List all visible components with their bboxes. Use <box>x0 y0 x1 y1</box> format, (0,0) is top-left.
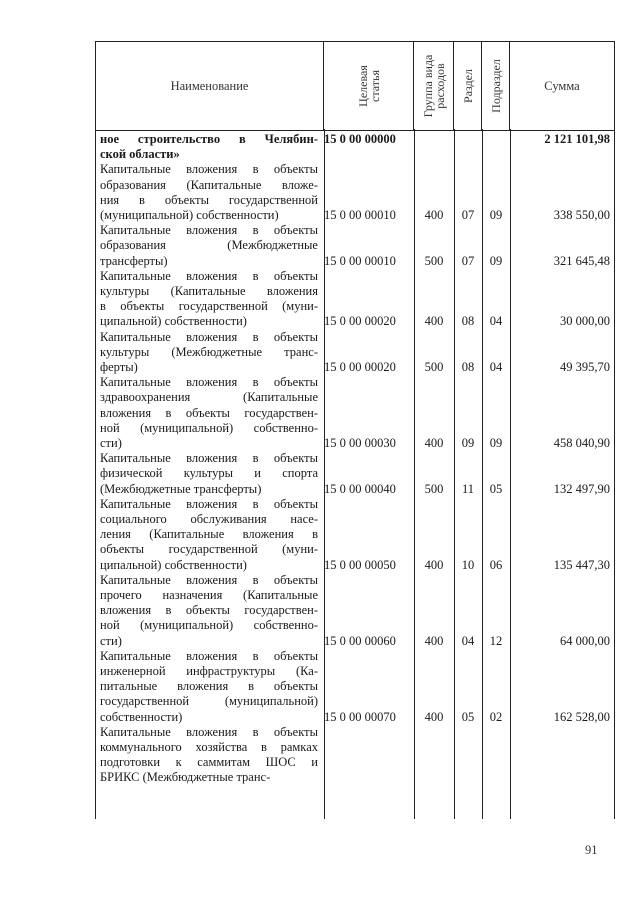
row-name-line: образования (Межбюджетные <box>100 238 318 253</box>
row-group: 500 <box>424 360 444 374</box>
row-section: 08 <box>461 360 475 374</box>
row-target-code: 15 0 00 00050 <box>324 557 396 572</box>
row-name <box>100 269 318 330</box>
row-name-line: культуры (Межбюджетные транс- <box>100 344 318 359</box>
row-subsection: 04 <box>489 360 503 374</box>
row-target-code: 15 0 00 00030 <box>324 436 396 450</box>
row-name-line: ное строительство в Челябин- <box>100 132 318 146</box>
row-group: 400 <box>424 436 444 450</box>
row-name-line: БРИКС (Межбюджетные транс- <box>100 770 271 785</box>
row-name <box>100 162 318 223</box>
row-name-line: культуры (Капитальные вложения <box>100 284 318 298</box>
row-target-code: 15 0 00 00060 <box>324 633 396 648</box>
row-group: 400 <box>424 557 444 572</box>
row-name-line: ной (муниципальной) собственно- <box>100 420 318 435</box>
row-name-line: вложения в объекты государствен- <box>100 405 318 420</box>
row-name-line: Капитальные вложения в объекты <box>100 451 318 466</box>
row-name-line: (Межбюджетные трансферты) <box>100 481 262 496</box>
header-group: Группа вида расходов <box>420 54 447 118</box>
budget-table <box>95 41 615 819</box>
row-sum: 132 497,90 <box>553 481 610 496</box>
row-sum: 321 645,48 <box>553 253 610 268</box>
row-name-line: Капитальные вложения в объекты <box>100 162 318 177</box>
row-name-line: сти) <box>100 633 122 648</box>
header-target-cell <box>324 42 414 130</box>
row-sum: 135 447,30 <box>553 557 610 572</box>
row-name-line: питальные вложения в объекты <box>100 679 318 694</box>
row-name-line: Капитальные вложения в объекты <box>100 329 318 344</box>
row-group: 500 <box>424 481 444 496</box>
row-sum: 162 528,00 <box>553 709 610 724</box>
row-name-line: объекты государственной (муни- <box>100 542 318 557</box>
row-name-line: Капитальные вложения в объекты <box>100 648 318 663</box>
row-name <box>100 132 318 162</box>
row-sum: 49 395,70 <box>560 360 610 374</box>
row-sum: 338 550,00 <box>553 208 610 222</box>
row-name-line: в объекты государственной (муни- <box>100 299 318 314</box>
header-name: Наименование <box>170 78 249 93</box>
row-name <box>100 725 318 786</box>
row-target-code: 15 0 00 00010 <box>324 253 396 268</box>
row-target-code: 15 0 00 00020 <box>324 360 396 374</box>
row-subsection: 05 <box>489 481 503 496</box>
row-name-line: трансферты) <box>100 253 168 268</box>
row-name-line: ной (муниципальной) собственно- <box>100 618 318 633</box>
table-header <box>96 41 614 131</box>
row-target-code: 15 0 00 00070 <box>324 709 396 724</box>
row-subsection: 06 <box>489 557 503 572</box>
row-name-line: физической культуры и спорта <box>100 466 318 481</box>
row-name-line: коммунального хозяйства в рамках <box>100 740 318 754</box>
row-sum: 458 040,90 <box>553 436 610 450</box>
row-name-line: ния в объекты государственной <box>100 192 318 207</box>
row-sum: 2 121 101,98 <box>544 132 610 146</box>
row-name <box>100 223 318 269</box>
row-subsection: 04 <box>489 314 503 329</box>
row-name-line: вложения в объекты государствен- <box>100 603 318 618</box>
row-group: 400 <box>424 314 444 329</box>
row-name-line: ферты) <box>100 360 138 374</box>
row-name-line: подготовки к саммитам ШОС и <box>100 755 318 770</box>
row-target-code: 15 0 00 00040 <box>324 481 396 496</box>
row-name-line: Капитальные вложения в объекты <box>100 724 318 739</box>
row-name-line: Капитальные вложения в объекты <box>100 572 318 587</box>
row-name-line: Капитальные вложения в объекты <box>100 223 318 238</box>
row-name-line: Капитальные вложения в объекты <box>100 375 318 390</box>
row-section: 07 <box>461 253 475 268</box>
row-section: 09 <box>461 436 475 450</box>
row-name-line: социального обслуживания насе- <box>100 512 318 526</box>
row-name-line: сти) <box>100 436 122 450</box>
header-group-cell <box>414 42 454 130</box>
row-target-code: 15 0 00 00000 <box>324 132 396 146</box>
row-section: 08 <box>461 314 475 329</box>
row-section: 11 <box>461 481 475 496</box>
row-target-code: 15 0 00 00010 <box>324 208 396 222</box>
row-name-line: ципальной) собственности) <box>100 314 247 329</box>
header-subsection-cell <box>482 42 510 130</box>
row-name <box>100 375 318 451</box>
header-subsection: Подраздел <box>488 59 503 113</box>
row-name <box>100 497 318 573</box>
row-name-line: инженерной инфраструктуры (Ка- <box>100 664 318 678</box>
row-section: 04 <box>461 633 475 648</box>
row-name-line: здравоохранения (Капитальные <box>100 390 318 405</box>
row-section: 07 <box>461 208 475 222</box>
row-name <box>100 649 318 725</box>
header-sum: Сумма <box>544 78 580 93</box>
row-section: 10 <box>461 557 475 572</box>
row-group: 500 <box>424 253 444 268</box>
row-name <box>100 573 318 649</box>
row-group: 400 <box>424 709 444 724</box>
row-subsection: 12 <box>489 633 503 648</box>
row-name-line: собственности) <box>100 709 183 724</box>
row-subsection: 02 <box>489 709 503 724</box>
row-name-line: ления (Капитальные вложения в <box>100 527 318 542</box>
row-sum: 64 000,00 <box>560 633 610 648</box>
row-name-line: образования (Капитальные вложе- <box>100 177 318 192</box>
row-name <box>100 330 318 376</box>
row-section: 05 <box>461 709 475 724</box>
row-subsection: 09 <box>489 208 503 222</box>
row-name-line: ской области» <box>100 147 180 162</box>
row-name-line: Капитальные вложения в объекты <box>100 496 318 511</box>
row-name-line: (муниципальной) собственности) <box>100 208 279 222</box>
row-name <box>100 451 318 497</box>
row-name-line: государственной (муниципальной) <box>100 694 318 709</box>
row-group: 400 <box>424 208 444 222</box>
row-name-line: ципальной) собственности) <box>100 557 247 572</box>
row-name-line: прочего назначения (Капитальные <box>100 588 318 602</box>
header-section-cell <box>454 42 482 130</box>
header-name-cell <box>96 42 324 130</box>
row-sum: 30 000,00 <box>560 314 610 329</box>
header-section: Раздел <box>460 69 475 103</box>
row-subsection: 09 <box>489 253 503 268</box>
row-group: 400 <box>424 633 444 648</box>
row-name-line: Капитальные вложения в объекты <box>100 268 318 283</box>
row-target-code: 15 0 00 00020 <box>324 314 396 329</box>
header-target: Целевая статья <box>355 65 382 107</box>
header-sum-cell <box>510 42 614 130</box>
page-number: 91 <box>585 843 598 857</box>
row-subsection: 09 <box>489 436 503 450</box>
